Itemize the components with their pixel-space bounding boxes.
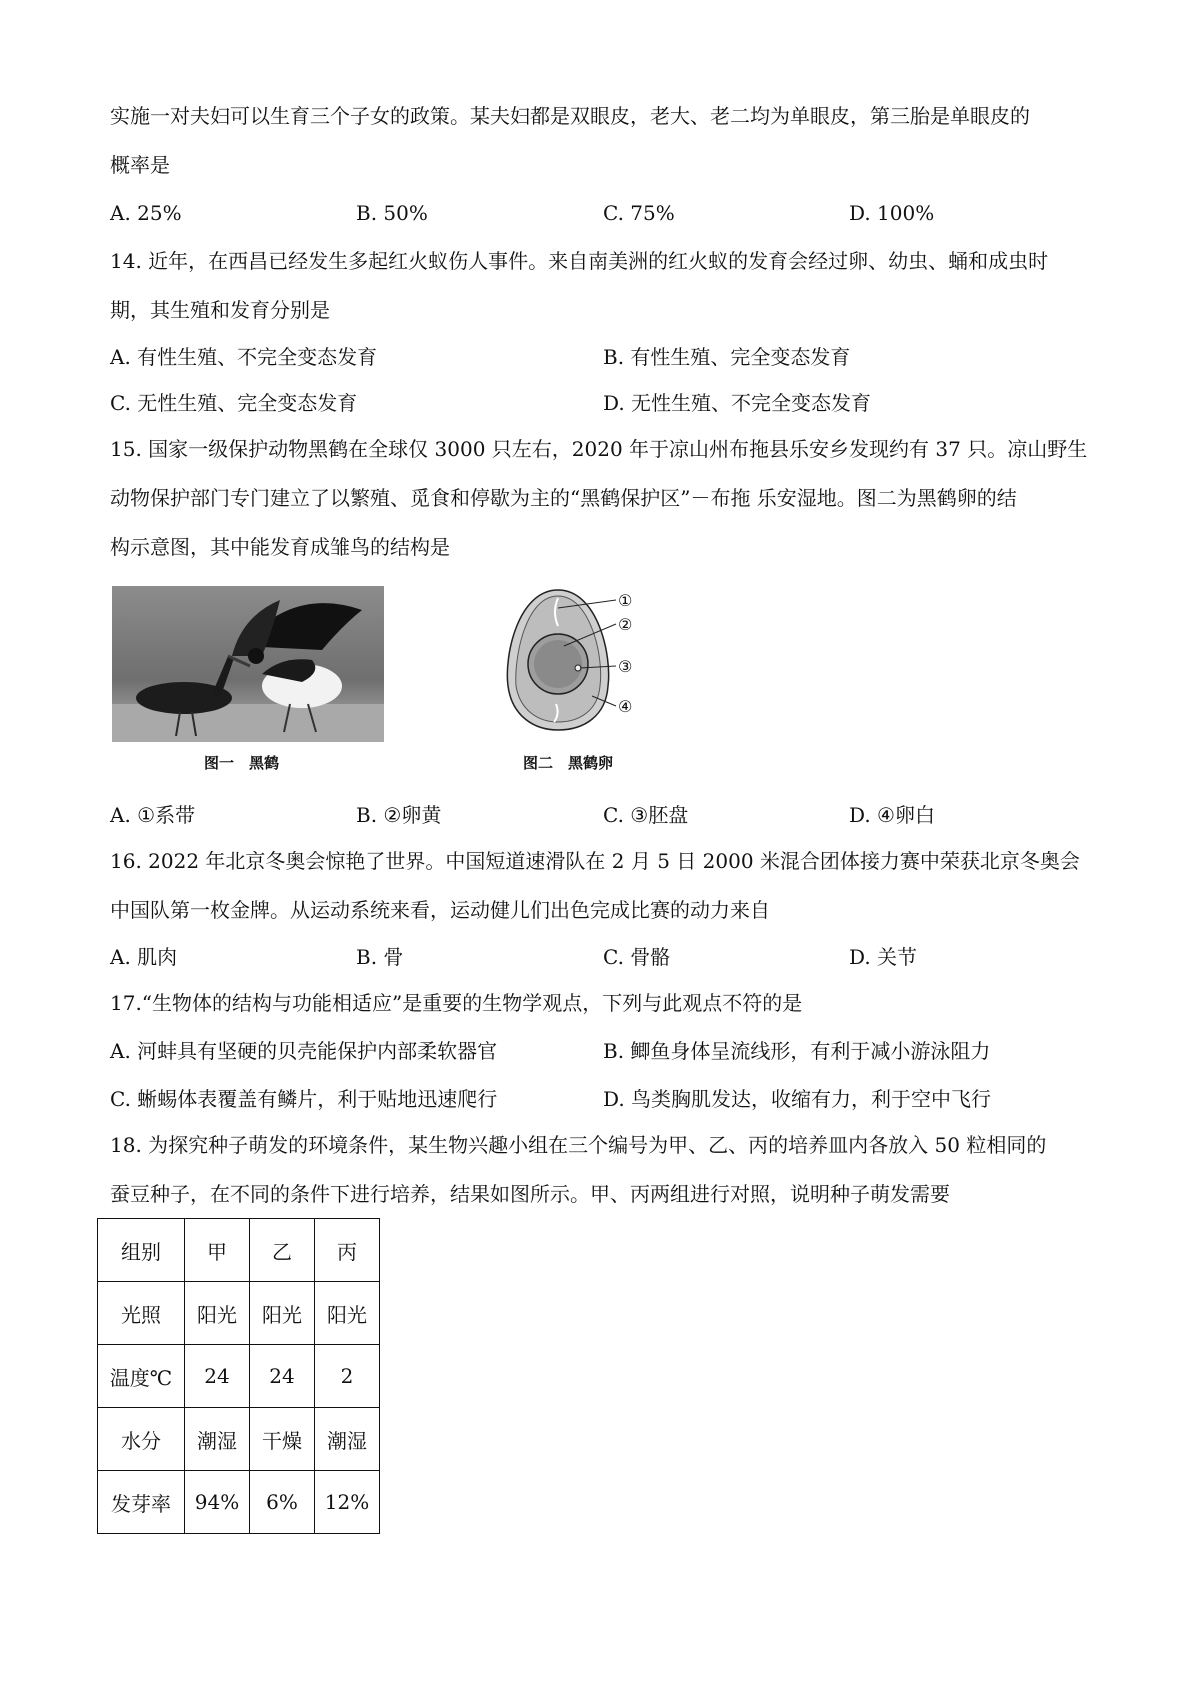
table-cell: 丙 (315, 1219, 380, 1282)
q13-text-line1: 实施一对夫妇可以生育三个子女的政策。某夫妇都是双眼皮，老大、老二均为单眼皮，第三胎是单眼皮的 (110, 104, 1030, 128)
egg-structure-diagram (498, 586, 658, 736)
table-cell: 阳光 (250, 1282, 315, 1345)
q16-option-a[interactable]: A. 肌肉 (110, 945, 178, 969)
table-row (98, 1408, 380, 1471)
table-cell: 组别 (98, 1219, 185, 1282)
q13-text-line2: 概率是 (110, 153, 170, 177)
table-cell: 阳光 (315, 1282, 380, 1345)
table-cell: 干燥 (250, 1408, 315, 1471)
q16-text-line2: 中国队第一枚金牌。从运动系统来看，运动健儿们出色完成比赛的动力来自 (110, 898, 770, 922)
table-cell: 24 (185, 1345, 250, 1408)
q14-option-c[interactable]: C. 无性生殖、完全变态发育 (110, 391, 358, 415)
q16-option-c[interactable]: C. 骨骼 (603, 945, 671, 969)
egg-label-1: ① (618, 591, 633, 610)
table-cell: 阳光 (185, 1282, 250, 1345)
q13-option-a[interactable]: A. 25% (110, 201, 182, 225)
table-row (98, 1345, 380, 1408)
table-cell: 潮湿 (315, 1408, 380, 1471)
q14-text-line2: 期，其生殖和发育分别是 (110, 298, 330, 322)
q17-option-c[interactable]: C. 蜥蜴体表覆盖有鳞片，利于贴地迅速爬行 (110, 1087, 498, 1111)
table-row (98, 1219, 380, 1282)
table-cell: 光照 (98, 1282, 185, 1345)
q13-option-b[interactable]: B. 50% (356, 201, 428, 225)
q17-option-a[interactable]: A. 河蚌具有坚硬的贝壳能保护内部柔软器官 (110, 1039, 498, 1063)
q18-text-line2: 蚕豆种子，在不同的条件下进行培养，结果如图所示。甲、丙两组进行对照，说明种子萌发需要 (110, 1182, 950, 1206)
figure1-caption: 图一 黑鹤 (204, 754, 280, 772)
table-cell: 6% (250, 1471, 315, 1534)
q13-option-c[interactable]: C. 75% (603, 201, 675, 225)
q15-text-line2: 动物保护部门专门建立了以繁殖、觅食和停歇为主的“黑鹤保护区”－布拖 乐安湿地。图二为黑鹤卵的结 (110, 486, 1017, 510)
q14-option-b[interactable]: B. 有性生殖、完全变态发育 (603, 345, 851, 369)
q16-option-d[interactable]: D. 关节 (849, 945, 918, 969)
q17-option-b[interactable]: B. 鲫鱼身体呈流线形，有利于减小游泳阻力 (603, 1039, 991, 1063)
q14-option-a[interactable]: A. 有性生殖、不完全变态发育 (110, 345, 378, 369)
q13-option-d[interactable]: D. 100% (849, 201, 935, 225)
black-stork-photo (112, 586, 384, 742)
q16-option-b[interactable]: B. 骨 (356, 945, 404, 969)
q15-option-a[interactable]: A. ①系带 (110, 803, 196, 827)
q15-option-d[interactable]: D. ④卵白 (849, 803, 935, 827)
figure2-caption: 图二 黑鹤卵 (523, 754, 614, 772)
table-cell: 24 (250, 1345, 315, 1408)
table-cell: 发芽率 (98, 1471, 185, 1534)
q15-text-line3: 构示意图，其中能发育成雏鸟的结构是 (110, 535, 450, 559)
table-cell: 2 (315, 1345, 380, 1408)
q17-text-line1: 17.“生物体的结构与功能相适应”是重要的生物学观点，下列与此观点不符的是 (110, 991, 803, 1015)
table-row (98, 1471, 380, 1534)
germination-table (97, 1218, 380, 1534)
table-cell: 甲 (185, 1219, 250, 1282)
q15-option-b[interactable]: B. ②卵黄 (356, 803, 442, 827)
q18-text-line1: 18. 为探究种子萌发的环境条件，某生物兴趣小组在三个编号为甲、乙、丙的培养皿内各放入 50 粒相同的 (110, 1133, 1047, 1157)
egg-label-4: ④ (618, 697, 633, 716)
table-cell: 乙 (250, 1219, 315, 1282)
q15-text-line1: 15. 国家一级保护动物黑鹤在全球仅 3000 只左右，2020 年于凉山州布拖县乐安乡发现约有 37 只。凉山野生 (110, 437, 1088, 461)
q15-option-c[interactable]: C. ③胚盘 (603, 803, 689, 827)
table-cell: 12% (315, 1471, 380, 1534)
egg-label-2: ② (618, 615, 633, 634)
egg-label-3: ③ (618, 657, 633, 676)
table-cell: 温度℃ (98, 1345, 185, 1408)
q17-option-d[interactable]: D. 鸟类胸肌发达，收缩有力，利于空中飞行 (603, 1087, 992, 1111)
table-row (98, 1282, 380, 1345)
q14-text-line1: 14. 近年，在西昌已经发生多起红火蚁伤人事件。来自南美洲的红火蚁的发育会经过卵、幼虫、蛹和成虫时 (110, 249, 1049, 273)
q14-option-d[interactable]: D. 无性生殖、不完全变态发育 (603, 391, 872, 415)
table-cell: 水分 (98, 1408, 185, 1471)
table-cell: 潮湿 (185, 1408, 250, 1471)
q16-text-line1: 16. 2022 年北京冬奥会惊艳了世界。中国短道速滑队在 2 月 5 日 2000 米混合团体接力赛中荣获北京冬奥会 (110, 849, 1080, 873)
table-cell: 94% (185, 1471, 250, 1534)
